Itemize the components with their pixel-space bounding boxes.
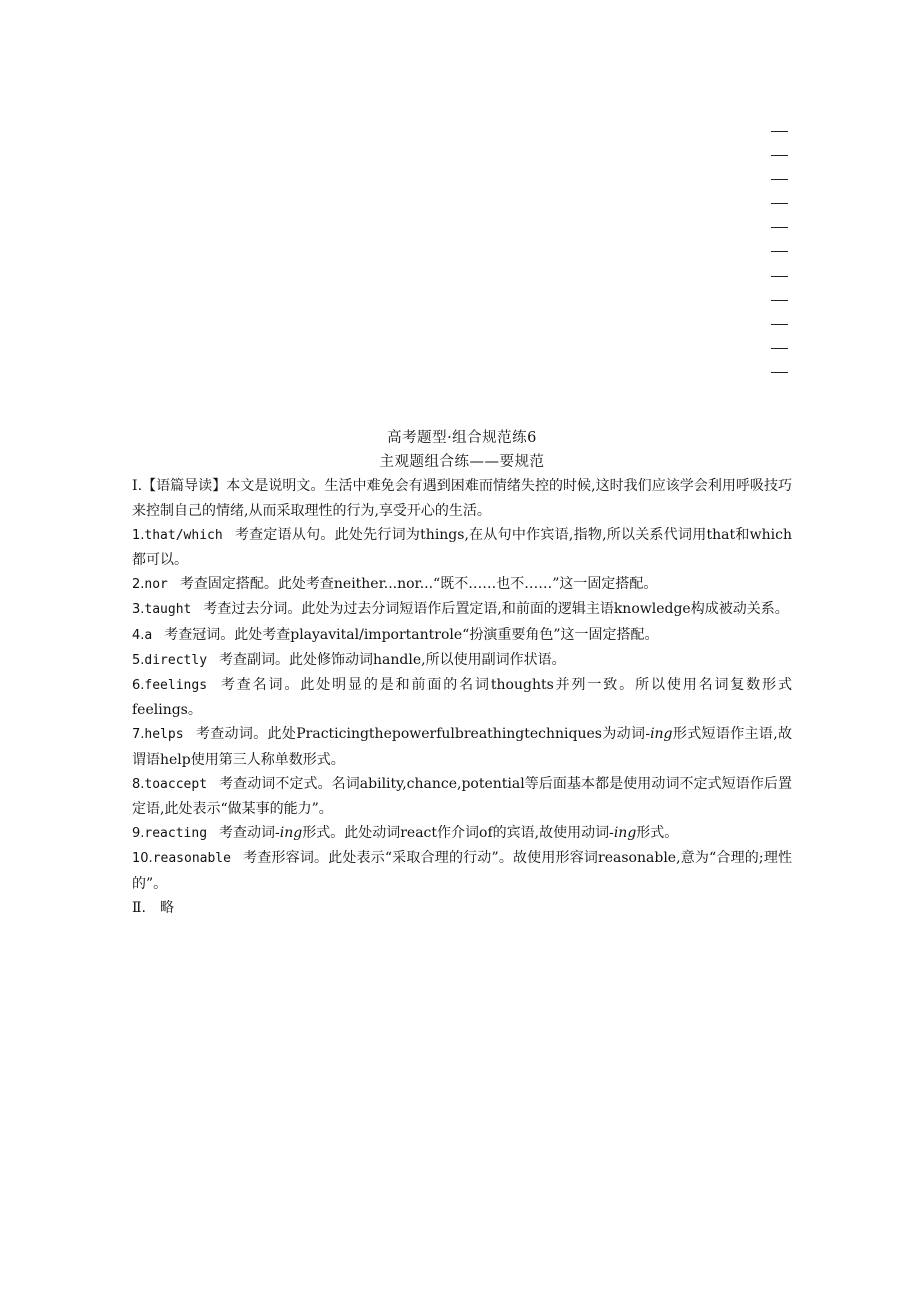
item-number: 7. (132, 727, 145, 743)
intro-text: 本文是说明文。生活中难免会有遇到困难而情绪失控的时候,这时我们应该学会利用呼吸技巧来控制自己的情绪,从而采取理性的行为,享受开心的生活。 (132, 478, 792, 519)
item-answer: reasonable (152, 851, 231, 867)
answer-blank-line (771, 251, 788, 252)
answer-blank-line (771, 131, 788, 132)
answer-blank-line (771, 300, 788, 301)
item-explanation: 考查过去分词。此处为过去分词短语作后置定语,和前面的逻辑主语knowledge构成被动关系。 (203, 601, 789, 618)
item-number: 5. (132, 652, 145, 668)
page-subtitle: 主观题组合练——要规范 (379, 454, 545, 471)
item-explanation: 考查动词不定式。名词ability,chance,potential等后面基本都是使用动词不定式短语作后置定语,此处表示“做某事的能力”。 (132, 775, 792, 818)
answer-blank-line (771, 179, 788, 180)
part-two-paragraph (132, 896, 792, 920)
item-explanation: 考查定语从句。此处先行词为things,在从句中作宾语,指物,所以关系代词用that和which都可以。 (132, 526, 792, 569)
item-explanation-cont: 形式。此处动词react作介词of的宾语,故使用动词- (302, 825, 614, 842)
item-explanation: 考查固定搭配。此处考查neither...nor...“既不……也不……”这一固定搭配。 (179, 576, 658, 593)
item-number: 9. (132, 826, 145, 842)
answer-blank-line (771, 203, 788, 204)
answer-item-7 (132, 722, 792, 771)
item-explanation-cont: 形式短语作主语,故谓语help使用第三人称单数形式。 (132, 726, 793, 768)
answer-item-3 (132, 597, 792, 622)
item-explanation-end: 形式。 (636, 825, 679, 842)
item-answer: toaccept (144, 776, 208, 792)
answer-item-1 (132, 523, 792, 572)
answer-item-6 (132, 673, 792, 722)
answer-item-4 (132, 623, 792, 648)
item-explanation: 考查副词。此处修饰动词handle,所以使用副词作状语。 (219, 651, 566, 668)
item-answer: a (144, 627, 153, 643)
answer-item-2 (132, 572, 792, 597)
item-explanation: 考查名词。此处明显的是和前面的名词thoughts并列一致。所以使用名词复数形式feelings。 (132, 677, 792, 719)
item-answer: helps (144, 727, 184, 743)
item-italic-suffix: ing (279, 825, 303, 842)
answer-item-5 (132, 648, 792, 673)
item-answer: feelings (144, 678, 208, 694)
part-two-text: 略 (159, 899, 174, 916)
item-number: 10. (132, 851, 153, 867)
item-italic-suffix: ing (613, 825, 637, 842)
item-number: 1. (132, 527, 145, 543)
item-explanation: 考查形容词。此处表示“采取合理的行动”。故使用形容词reasonable,意为“合理的;理性的”。 (132, 850, 792, 892)
intro-label: Ⅰ.【语篇导读】 (132, 478, 227, 495)
answer-item-8 (132, 772, 792, 821)
answer-blank-line (771, 276, 788, 277)
answer-blank-line (771, 227, 788, 228)
answer-blank-line (771, 372, 788, 373)
item-answer: that/which (144, 527, 223, 543)
item-answer: taught (144, 602, 192, 618)
item-number: 3. (132, 602, 145, 618)
item-explanation: 考查动词。此处Practicingthepowerfulbreathingtechniques为动词- (195, 726, 651, 743)
item-italic-suffix: ing (650, 726, 673, 743)
answer-key-content (132, 426, 792, 920)
item-number: 6. (132, 678, 145, 694)
answer-blank-line (771, 324, 788, 325)
item-number: 8. (132, 776, 145, 792)
part-two-label: Ⅱ. (132, 899, 146, 916)
item-answer: reacting (144, 826, 208, 842)
item-explanation: 考查动词- (219, 825, 280, 842)
intro-paragraph (132, 474, 792, 522)
answer-blank-line (771, 155, 788, 156)
answer-item-9 (132, 821, 792, 846)
item-number: 2. (132, 577, 145, 593)
answer-blank-lines (771, 131, 789, 396)
answer-item-10 (132, 846, 792, 895)
item-number: 4. (132, 627, 145, 643)
item-answer: directly (144, 652, 208, 668)
page-title: 高考题型·组合规范练6 (387, 430, 537, 446)
answer-blank-line (771, 348, 788, 349)
item-answer: nor (144, 577, 168, 593)
item-explanation: 考查冠词。此处考查playavital/importantrole“扮演重要角色”这一固定搭配。 (164, 626, 659, 643)
